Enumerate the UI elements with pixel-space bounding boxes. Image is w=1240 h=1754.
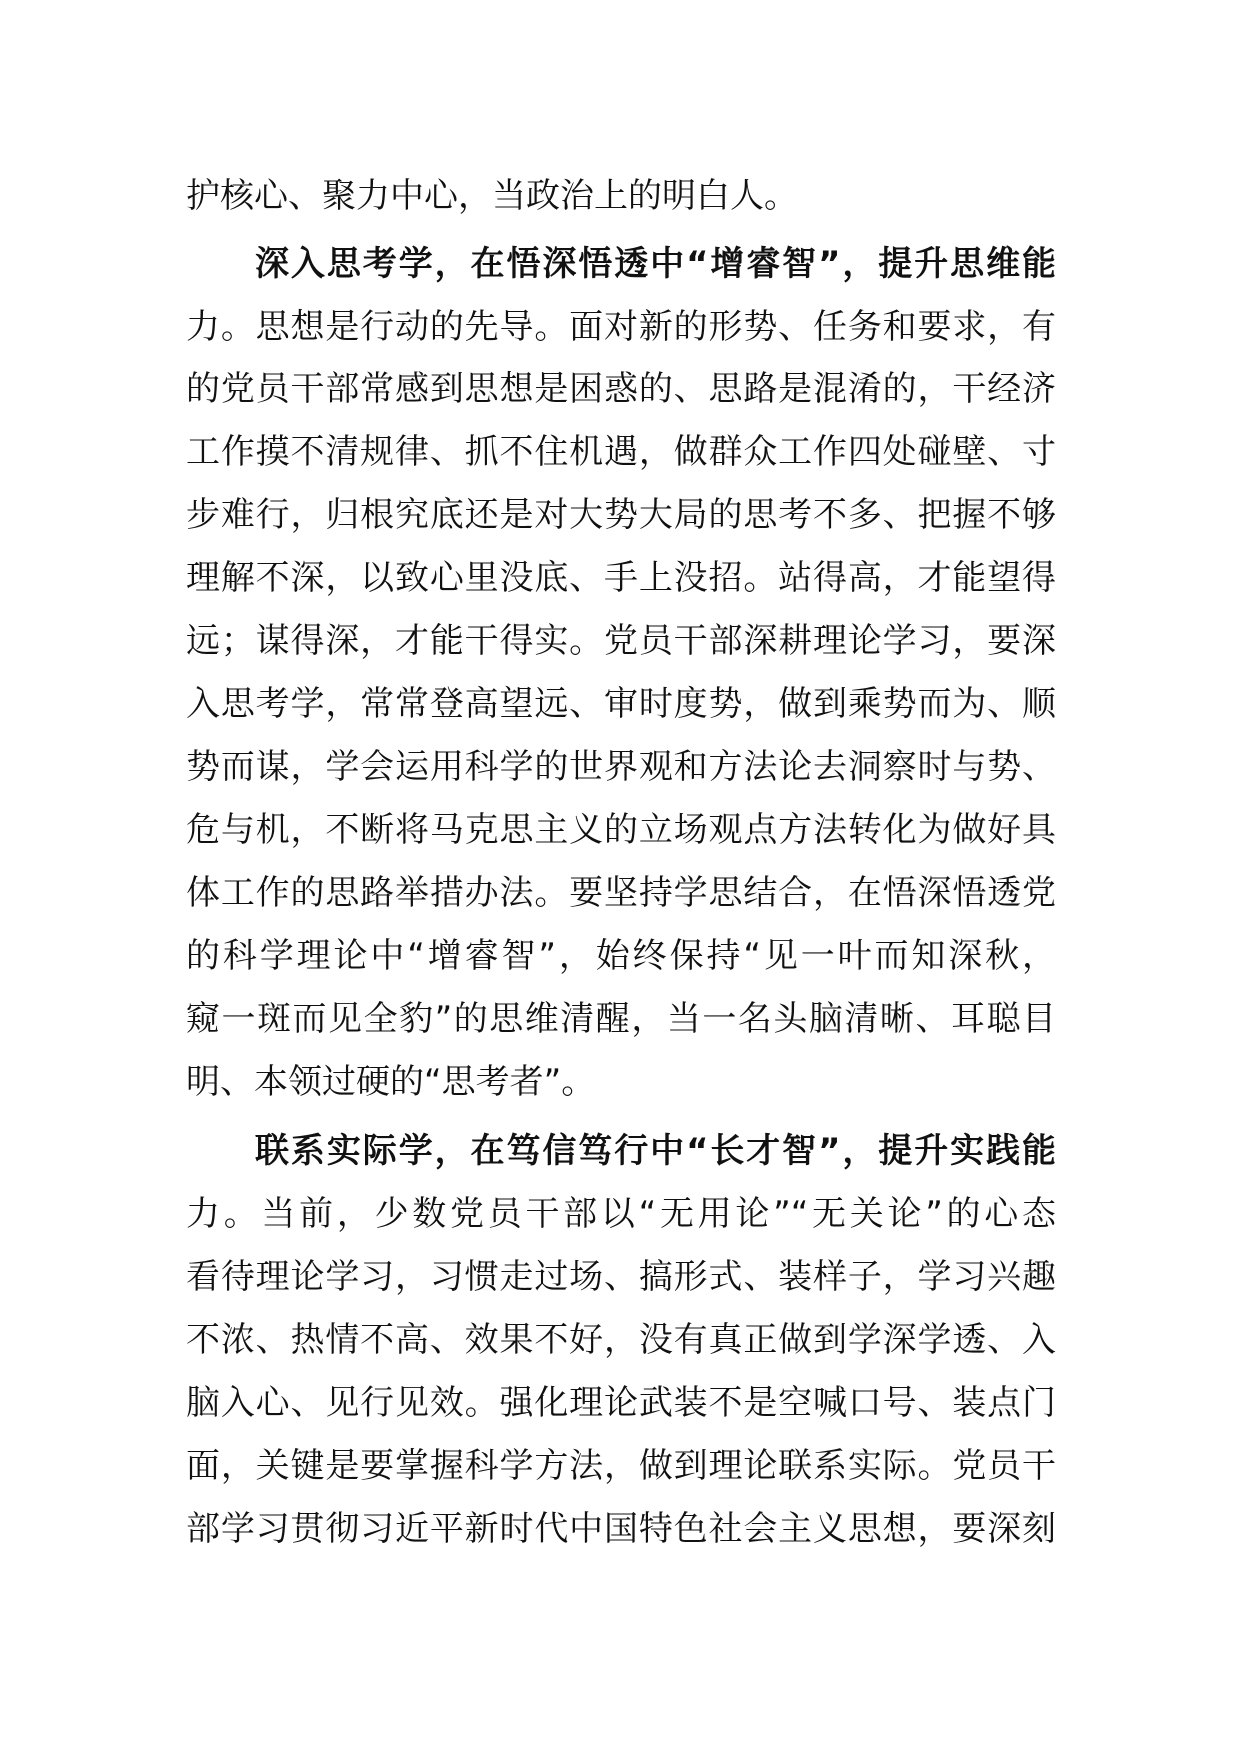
text-line-21: 面，关键是要掌握科学方法，做到理论联系实际。党员干 bbox=[186, 1446, 1056, 1486]
text-line-10: 势而谋，学会运用科学的世界观和方法论去洞察时与势、 bbox=[186, 747, 1056, 787]
text-line-17: 力。当前，少数党员干部以“无用论”“无关论”的心态 bbox=[186, 1194, 1056, 1234]
text-line-3: 力。思想是行动的先导。面对新的形势、任务和要求，有 bbox=[186, 307, 1056, 347]
text-line-2-heading: 深入思考学，在悟深悟透中“增睿智”，提升思维能 bbox=[255, 244, 1056, 284]
text-line-1: 护核心、聚力中心，当政治上的明白人。 bbox=[186, 176, 798, 216]
text-line-6: 步难行，归根究底还是对大势大局的思考不多、把握不够 bbox=[186, 495, 1056, 535]
text-line-20: 脑入心、见行见效。强化理论武装不是空喊口号、装点门 bbox=[186, 1383, 1056, 1423]
text-line-22: 部学习贯彻习近平新时代中国特色社会主义思想，要深刻 bbox=[186, 1509, 1056, 1549]
text-line-8: 远；谋得深，才能干得实。党员干部深耕理论学习，要深 bbox=[186, 621, 1056, 661]
text-line-7: 理解不深，以致心里没底、手上没招。站得高，才能望得 bbox=[186, 558, 1056, 598]
text-line-9: 入思考学，常常登高望远、审时度势，做到乘势而为、顺 bbox=[186, 684, 1056, 724]
text-line-14: 窥一斑而见全豹”的思维清醒，当一名头脑清晰、耳聪目 bbox=[186, 999, 1056, 1039]
text-line-16-heading: 联系实际学，在笃信笃行中“长才智”，提升实践能 bbox=[255, 1131, 1056, 1171]
text-line-12: 体工作的思路举措办法。要坚持学思结合，在悟深悟透党 bbox=[186, 873, 1056, 913]
text-line-4: 的党员干部常感到思想是困惑的、思路是混淆的，干经济 bbox=[186, 369, 1056, 409]
text-line-5: 工作摸不清规律、抓不住机遇，做群众工作四处碰壁、寸 bbox=[186, 432, 1056, 472]
text-line-15: 明、本领过硬的“思考者”。 bbox=[186, 1062, 596, 1102]
text-line-18: 看待理论学习，习惯走过场、搞形式、装样子，学习兴趣 bbox=[186, 1257, 1056, 1297]
text-line-19: 不浓、热情不高、效果不好，没有真正做到学深学透、入 bbox=[186, 1320, 1056, 1360]
text-line-13: 的科学理论中“增睿智”，始终保持“见一叶而知深秋， bbox=[186, 936, 1056, 976]
text-line-11: 危与机，不断将马克思主义的立场观点方法转化为做好具 bbox=[186, 810, 1056, 850]
